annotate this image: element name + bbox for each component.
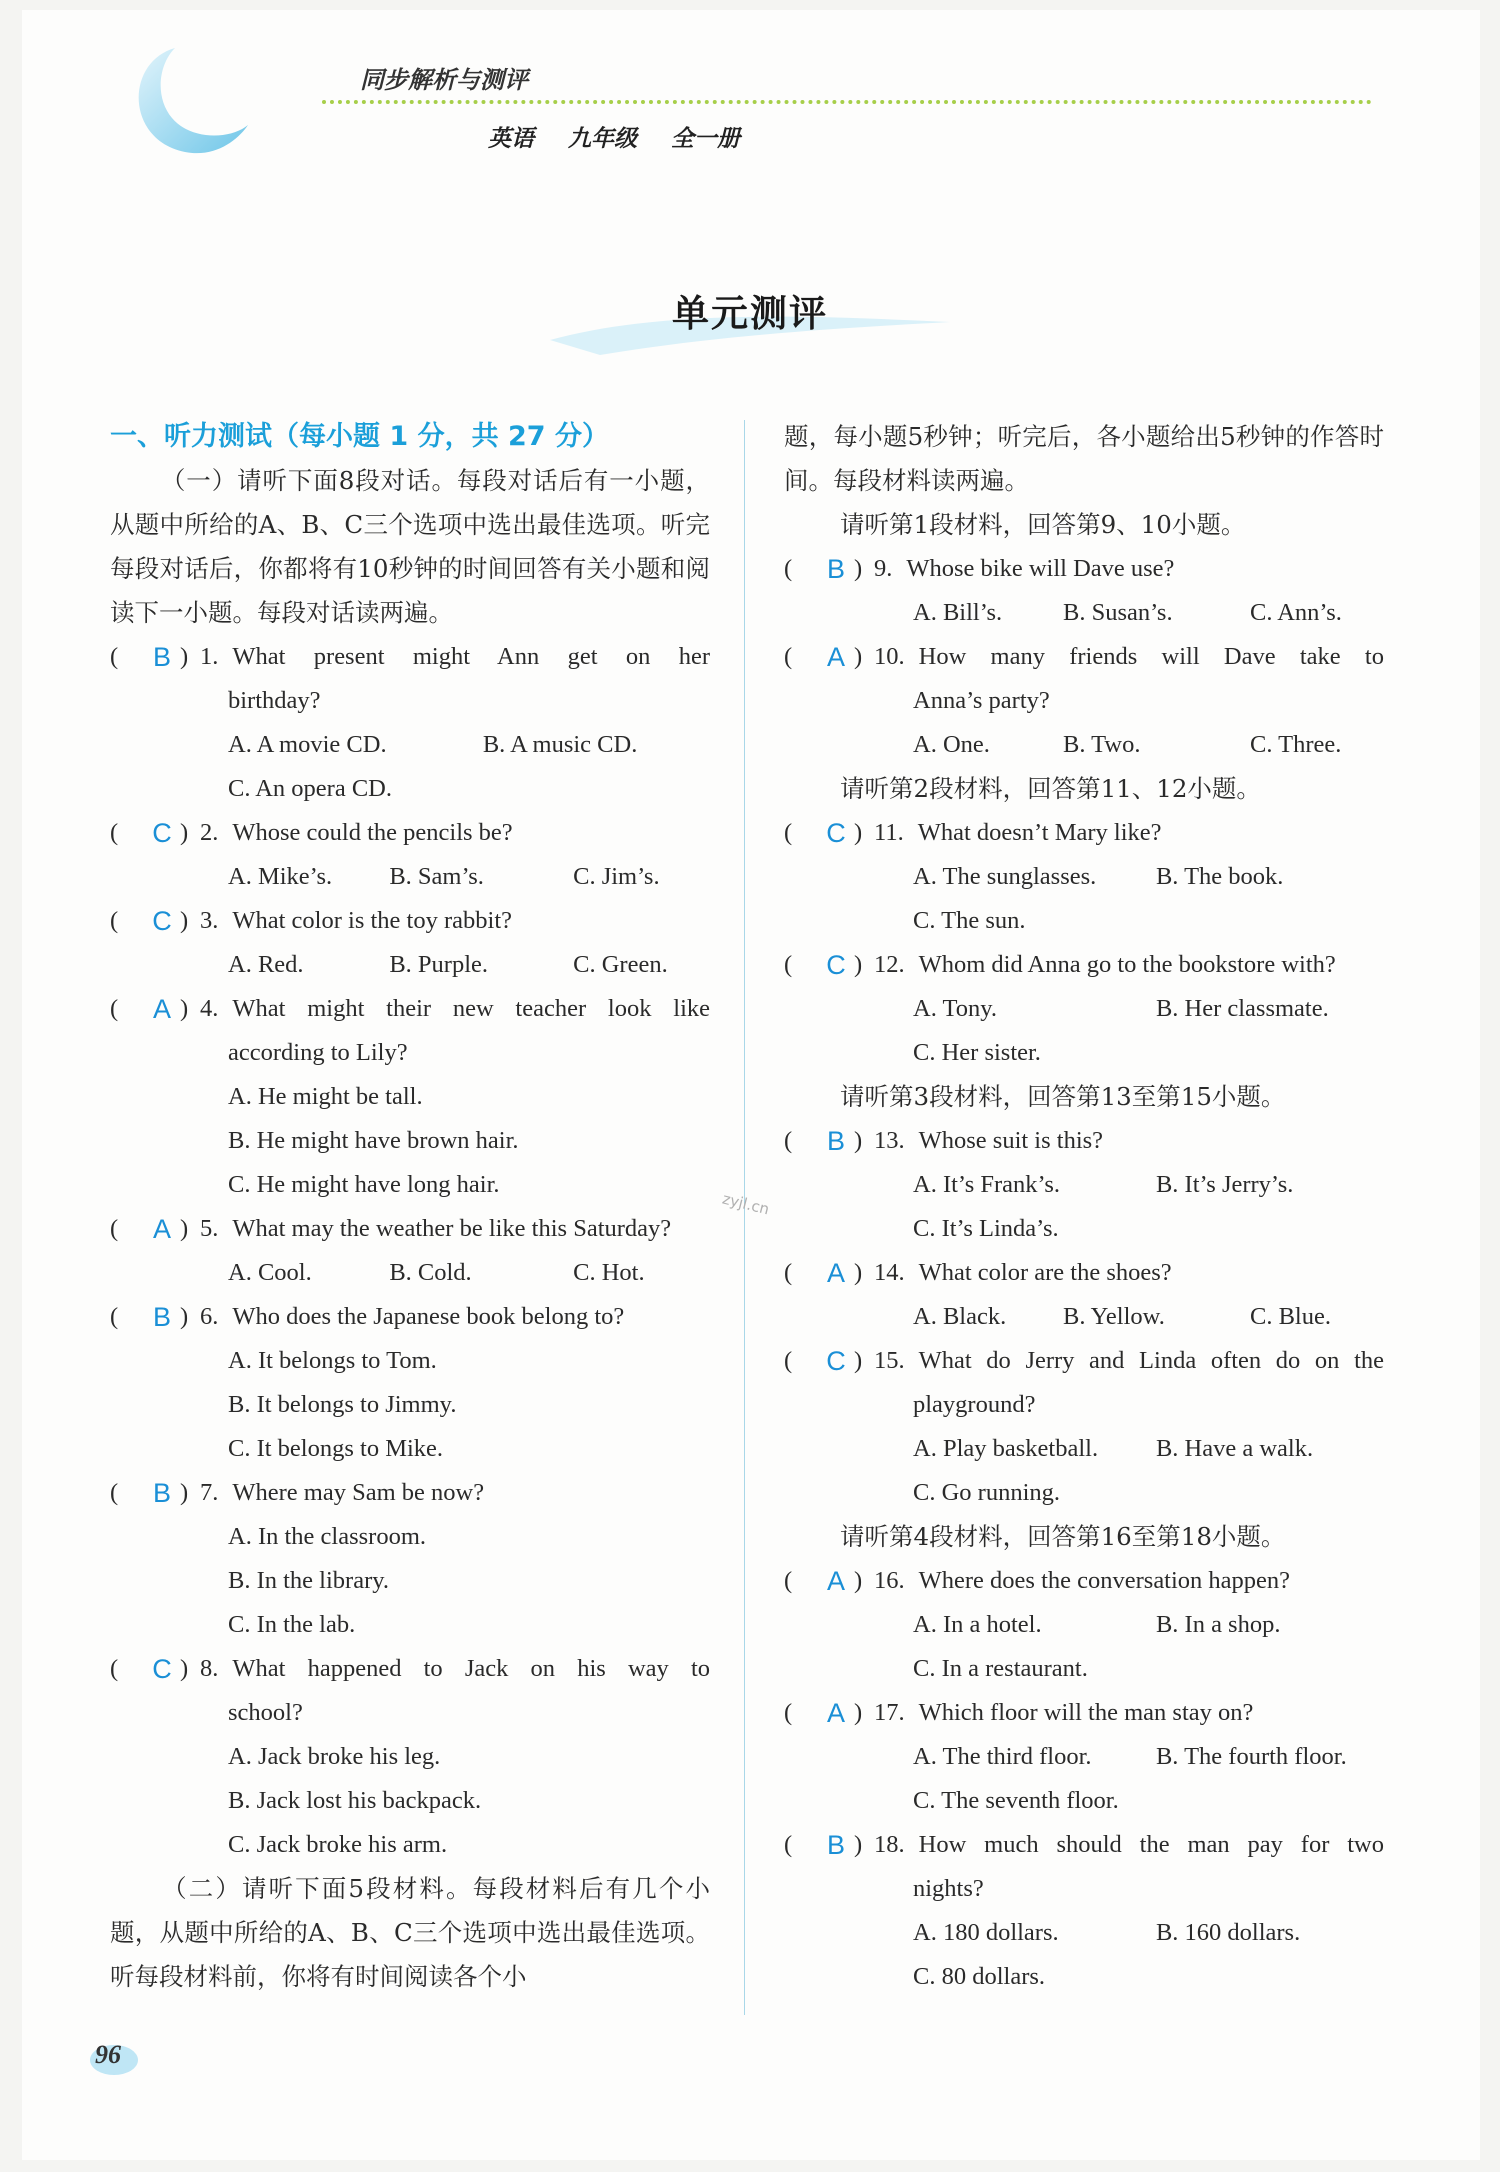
option-c: C. Ann’s. (1250, 599, 1342, 626)
answer-letter: C (826, 950, 846, 980)
option-row (784, 899, 1384, 943)
open-paren: ( (110, 643, 119, 670)
option-a: A. 180 dollars. (913, 1919, 1059, 1946)
open-paren: ( (784, 1347, 793, 1374)
question-item (110, 1295, 710, 1471)
question-text-continued: playground? (913, 1391, 1036, 1418)
answer-letter: C (826, 818, 846, 848)
option-row (784, 1427, 1384, 1471)
question-number: 8. (200, 1655, 219, 1682)
option-row (110, 1603, 710, 1647)
question-number: 17. (874, 1699, 905, 1726)
answer-letter: B (826, 554, 845, 584)
close-paren: ) (180, 643, 189, 670)
option-row (110, 1559, 710, 1603)
option-row (784, 723, 1384, 767)
question-number: 2. (200, 819, 219, 846)
question-text: How many friends will Dave take to (918, 643, 1384, 670)
option-row (110, 1779, 710, 1823)
open-paren: ( (784, 1127, 793, 1154)
question-number: 16. (874, 1567, 905, 1594)
header-moon-icon (120, 40, 260, 165)
question-stem (110, 987, 710, 1031)
question-stem (110, 1207, 710, 1251)
open-paren: ( (784, 555, 793, 582)
open-paren: ( (784, 1831, 793, 1858)
question-text: Where does the conversation happen? (918, 1567, 1291, 1594)
open-paren: ( (784, 643, 793, 670)
answer-letter: A (826, 642, 845, 672)
question-number: 4. (200, 995, 219, 1022)
question-stem (110, 899, 710, 943)
close-paren: ) (854, 951, 863, 978)
answer-letter: C (152, 1654, 172, 1684)
question-text: Whose bike will Dave use? (906, 555, 1175, 582)
header-subtitle (488, 120, 774, 153)
part2-instructions-continued: 题，每小题5秒钟；听完后，各小题给出5秒钟的作答时间。每段材料读两遍。 (784, 422, 1384, 495)
option-row (110, 1383, 710, 1427)
option-row (110, 1823, 710, 1867)
option-b: B. The book. (1155, 863, 1284, 890)
question-text-continued: birthday? (228, 687, 321, 714)
option-a: A. Red. (228, 951, 304, 978)
option-row (784, 591, 1384, 635)
option-a: B. It belongs to Jimmy. (228, 1391, 457, 1418)
column-divider (744, 420, 745, 2015)
question-item (784, 1119, 1384, 1251)
right-question-list (784, 503, 1384, 1999)
option-a: A. Tony. (913, 995, 998, 1022)
open-paren: ( (784, 819, 793, 846)
option-b: B. The fourth floor. (1155, 1743, 1347, 1770)
close-paren: ) (180, 1215, 189, 1242)
answer-letter: B (152, 1478, 171, 1508)
option-row (110, 1735, 710, 1779)
question-text-continued: school? (228, 1699, 303, 1726)
option-a: A. The sunglasses. (913, 863, 1097, 890)
question-number: 14. (874, 1259, 905, 1286)
question-stem (110, 1471, 710, 1515)
option-c: C. Green. (573, 951, 668, 978)
question-item (110, 635, 710, 811)
question-number: 15. (874, 1347, 905, 1374)
open-paren: ( (110, 907, 119, 934)
option-row (784, 855, 1384, 899)
option-row (784, 1735, 1384, 1779)
option-a: A. He might be tall. (228, 1083, 423, 1110)
question-item (110, 899, 710, 987)
question-text: What may the weather be like this Saturday? (232, 1215, 672, 1242)
close-paren: ) (854, 1831, 863, 1858)
close-paren: ) (854, 1259, 863, 1286)
option-row (110, 1427, 710, 1471)
answer-letter: C (152, 818, 172, 848)
option-a: A. One. (913, 731, 990, 758)
option-b: B. Yellow. (1063, 1303, 1165, 1330)
question-text: Who does the Japanese book belong to? (232, 1303, 625, 1330)
open-paren: ( (110, 819, 119, 846)
option-row (784, 1031, 1384, 1075)
question-text: What color is the toy rabbit? (232, 907, 512, 934)
option-a: A. Black. (913, 1303, 1007, 1330)
close-paren: ) (180, 1479, 189, 1506)
answer-letter: C (826, 1346, 846, 1376)
close-paren: ) (854, 555, 863, 582)
option-a: C. In a restaurant. (913, 1655, 1088, 1682)
option-a: A. It’s Frank’s. (913, 1171, 1060, 1198)
question-stem (110, 1295, 710, 1339)
material-intro: 请听第1段材料，回答第9、10小题。 (840, 510, 1246, 539)
question-item (784, 1559, 1384, 1691)
option-row (110, 1515, 710, 1559)
question-item (110, 987, 710, 1207)
open-paren: ( (784, 1699, 793, 1726)
answer-letter: B (826, 1830, 845, 1860)
close-paren: ) (180, 1303, 189, 1330)
question-text: Whom did Anna go to the bookstore with? (918, 951, 1336, 978)
option-a: A. Mike’s. (228, 863, 333, 890)
option-a: C. The seventh floor. (913, 1787, 1119, 1814)
close-paren: ) (180, 819, 189, 846)
option-b: B. Have a walk. (1155, 1435, 1314, 1462)
answer-letter: B (826, 1126, 845, 1156)
option-a: A. A movie CD. (228, 731, 387, 758)
option-c: C. Blue. (1250, 1303, 1331, 1330)
option-b: B. Her classmate. (1155, 995, 1329, 1022)
question-stem (784, 1823, 1384, 1867)
option-a: C. The sun. (913, 907, 1026, 934)
question-item (784, 635, 1384, 767)
option-row (784, 987, 1384, 1031)
option-b: B. Purple. (389, 951, 488, 978)
option-a: B. Jack lost his backpack. (228, 1787, 482, 1814)
close-paren: ) (180, 1655, 189, 1682)
question-item (110, 1207, 710, 1295)
question-text: How much should the man pay for two (918, 1831, 1384, 1858)
close-paren: ) (854, 1347, 863, 1374)
question-number: 11. (874, 819, 904, 846)
option-row (110, 1251, 710, 1295)
option-row (784, 1207, 1384, 1251)
option-row (784, 1647, 1384, 1691)
question-item (784, 1691, 1384, 1823)
option-a: B. He might have brown hair. (228, 1127, 519, 1154)
answer-letter: A (826, 1698, 845, 1728)
question-text: Which floor will the man stay on? (918, 1699, 1254, 1726)
left-column (110, 415, 710, 1999)
option-a: C. He might have long hair. (228, 1171, 500, 1198)
question-item (784, 811, 1384, 943)
option-row (110, 1075, 710, 1119)
option-a: C. Go running. (913, 1479, 1060, 1506)
close-paren: ) (854, 1127, 863, 1154)
option-row (784, 1295, 1384, 1339)
answer-letter: A (826, 1258, 845, 1288)
close-paren: ) (854, 1699, 863, 1726)
option-b: B. Two. (1063, 731, 1141, 758)
option-row (784, 1603, 1384, 1647)
close-paren: ) (180, 995, 189, 1022)
option-a: C. It belongs to Mike. (228, 1435, 444, 1462)
question-number: 1. (200, 643, 219, 670)
question-stem (784, 635, 1384, 679)
option-a: C. It’s Linda’s. (913, 1215, 1059, 1242)
question-text: What color are the shoes? (918, 1259, 1172, 1286)
question-number: 7. (200, 1479, 219, 1506)
open-paren: ( (110, 1215, 119, 1242)
question-stem (784, 811, 1384, 855)
question-text-continued: according to Lily? (228, 1039, 408, 1066)
question-item (110, 811, 710, 899)
option-c: C. Hot. (573, 1259, 645, 1286)
option-row (110, 723, 710, 767)
answer-letter: A (152, 1214, 171, 1244)
option-b: B. In a shop. (1155, 1611, 1281, 1638)
question-text-continued: nights? (913, 1875, 984, 1902)
option-row (784, 1955, 1384, 1999)
option-a: B. In the library. (228, 1567, 390, 1594)
question-stem (784, 1339, 1384, 1383)
question-text-continued: Anna’s party? (913, 687, 1050, 714)
option-a: A. It belongs to Tom. (228, 1347, 437, 1374)
question-stem (110, 635, 710, 679)
question-number: 12. (874, 951, 905, 978)
option-a: C. Jack broke his arm. (228, 1831, 448, 1858)
question-text: What doesn’t Mary like? (917, 819, 1162, 846)
question-text: Whose could the pencils be? (232, 819, 513, 846)
option-b: B. It’s Jerry’s. (1155, 1171, 1294, 1198)
page-title: 单元测评 (672, 292, 828, 335)
option-b: B. Sam’s. (389, 863, 484, 890)
option-a: A. Bill’s. (913, 599, 1003, 626)
question-stem (784, 1251, 1384, 1295)
option-row (110, 1163, 710, 1207)
subject-label: 英语 (488, 126, 534, 152)
question-item (784, 1339, 1384, 1515)
question-number: 9. (874, 555, 893, 582)
close-paren: ) (854, 1567, 863, 1594)
question-number: 5. (200, 1215, 219, 1242)
open-paren: ( (110, 1479, 119, 1506)
option-a: A. Cool. (228, 1259, 312, 1286)
option-c: C. Three. (1250, 731, 1342, 758)
option-b: B. Cold. (389, 1259, 472, 1286)
question-text: What present might Ann get on her (232, 643, 710, 670)
volume-label: 全一册 (671, 126, 740, 152)
question-stem (784, 547, 1384, 591)
material-intro: 请听第4段材料，回答第16至第18小题。 (840, 1522, 1286, 1551)
open-paren: ( (110, 995, 119, 1022)
open-paren: ( (784, 1259, 793, 1286)
answer-letter: A (826, 1566, 845, 1596)
close-paren: ) (854, 643, 863, 670)
right-column (784, 415, 1384, 1999)
option-a: A. In the classroom. (228, 1523, 426, 1550)
option-row (110, 943, 710, 987)
option-row (784, 1911, 1384, 1955)
option-a: C. In the lab. (228, 1611, 356, 1638)
open-paren: ( (784, 1567, 793, 1594)
question-number: 10. (874, 643, 905, 670)
question-number: 13. (874, 1127, 905, 1154)
open-paren: ( (110, 1655, 119, 1682)
option-b: B. 160 dollars. (1155, 1919, 1301, 1946)
question-stem (110, 811, 710, 855)
question-number: 6. (200, 1303, 219, 1330)
answer-letter: A (152, 994, 171, 1024)
option-b: B. Susan’s. (1063, 599, 1173, 626)
question-text: What happened to Jack on his way to (232, 1655, 710, 1682)
open-paren: ( (110, 1303, 119, 1330)
material-intro: 请听第2段材料，回答第11、12小题。 (840, 774, 1261, 803)
question-item (784, 1251, 1384, 1339)
question-number: 18. (874, 1831, 905, 1858)
question-item (110, 1471, 710, 1647)
option-a: C. Her sister. (913, 1039, 1041, 1066)
grade-label: 九年级 (568, 126, 637, 152)
question-item (784, 547, 1384, 635)
close-paren: ) (854, 819, 863, 846)
option-row (784, 1779, 1384, 1823)
question-stem (784, 1691, 1384, 1735)
option-row (110, 855, 710, 899)
watermark: zyjl.cn (720, 1189, 772, 1219)
option-a: A. In a hotel. (913, 1611, 1042, 1638)
option-a: C. 80 dollars. (913, 1963, 1046, 1990)
page-number: 96 (95, 2040, 121, 2069)
question-text: Whose suit is this? (918, 1127, 1104, 1154)
open-paren: ( (784, 951, 793, 978)
question-item (784, 1823, 1384, 1999)
material-intro: 请听第3段材料，回答第13至第15小题。 (840, 1082, 1286, 1111)
question-text: Where may Sam be now? (232, 1479, 485, 1506)
part2-instructions: （二）请听下面5段材料。每段材料后有几个小题，从题中所给的A、B、C三个选项中选出最佳选项。听每段材料前，你将有时间阅读各个小 (110, 1874, 710, 1991)
option-a: A. Jack broke his leg. (228, 1743, 441, 1770)
left-question-list (110, 635, 710, 1867)
answer-letter: C (152, 906, 172, 936)
question-item (784, 943, 1384, 1075)
question-stem (784, 1559, 1384, 1603)
question-stem (784, 1119, 1384, 1163)
part1-instructions: （一）请听下面8段对话。每段对话后有一小题，从题中所给的A、B、C三个选项中选出最佳选项。听完每段对话后，你都将有10秒钟的时间回答有关小题和阅读下一小题。每段对话读两遍。 (110, 466, 710, 627)
answer-letter: B (152, 642, 171, 672)
option-row (110, 1339, 710, 1383)
option-row (784, 1471, 1384, 1515)
question-item (110, 1647, 710, 1867)
section-heading: 一、听力测试（每小题 1 分，共 27 分） (110, 421, 609, 452)
answer-letter: B (152, 1302, 171, 1332)
header-dotted-rule (322, 100, 1372, 104)
book-title: 同步解析与测评 (360, 66, 528, 94)
option-row (110, 767, 710, 811)
close-paren: ) (180, 907, 189, 934)
question-stem (110, 1647, 710, 1691)
option-a: A. The third floor. (913, 1743, 1092, 1770)
option-b: B. A music CD. (482, 731, 638, 758)
question-number: 3. (200, 907, 219, 934)
option-a: C. An opera CD. (228, 775, 392, 802)
question-stem (784, 943, 1384, 987)
question-text: What might their new teacher look like (232, 995, 710, 1022)
question-text: What do Jerry and Linda often do on the (918, 1347, 1384, 1374)
option-c: C. Jim’s. (573, 863, 660, 890)
option-a: A. Play basketball. (913, 1435, 1099, 1462)
option-row (110, 1119, 710, 1163)
option-row (784, 1163, 1384, 1207)
